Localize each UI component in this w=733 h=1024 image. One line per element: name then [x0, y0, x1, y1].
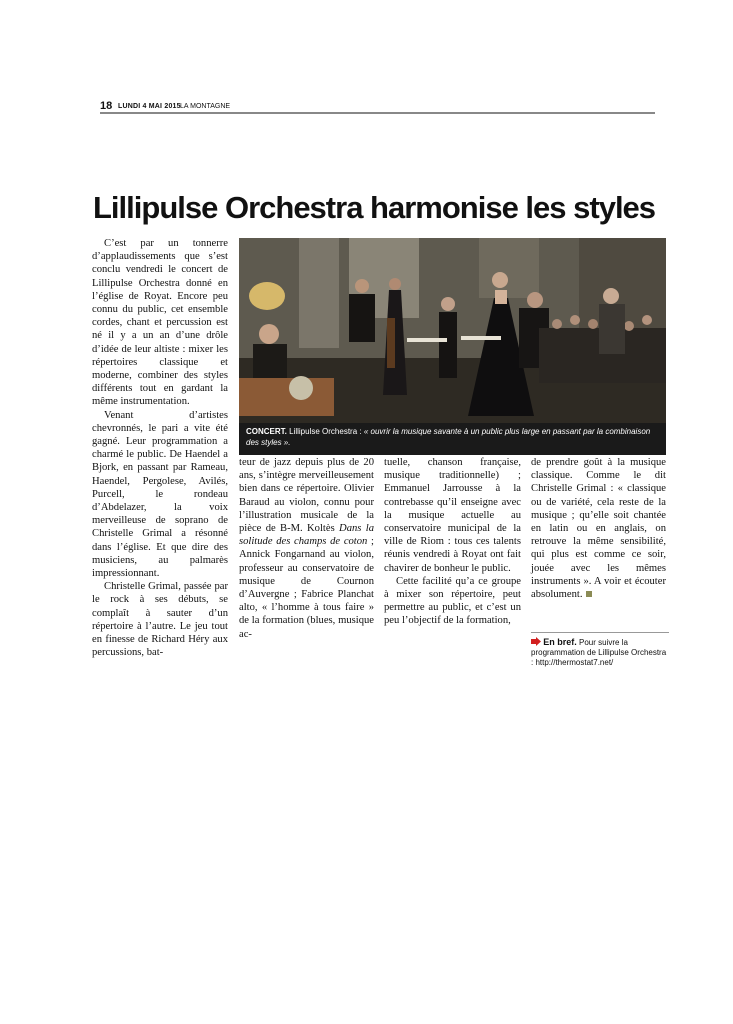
paragraph: tuelle, chanson française, musique traditionnelle) ; Emmanuel Jarrousse à la contrebasse qu’il enseigne avec la musique actuelle au conservatoire municipal de la ville de Riom : tous ces talents réunis vendredi à Royat ont fait chavirer de bonheur le public. — [384, 457, 521, 574]
page-header — [100, 100, 655, 114]
paragraph: C’est par un tonnerre d’applaudissements que s’est conclu vendredi le concert de Lillipulse Orchestra donné en l’église de Royat. Encore peu connu du public, cet ensemble cordes, chant et percussion est né il y a un an d’une drôle d’idée de leur altiste : mixer les répertoires classique et moderne, combiner des styles différents tout en gardant la même instrumentation. — [92, 238, 228, 408]
issue-date: LUNDI 4 MAI 2015 — [118, 103, 181, 110]
concert-photo — [239, 238, 666, 423]
photo-caption — [239, 423, 666, 455]
paragraph — [531, 456, 666, 601]
paragraph — [239, 456, 374, 641]
brief-text: Pour suivre la programmation de Lillipulse Orchestra : http://thermostat7.net/ — [531, 638, 667, 667]
header-rule — [100, 112, 655, 114]
brief-box — [531, 632, 669, 668]
end-mark-icon — [586, 591, 592, 597]
brief-title: En bref. — [543, 637, 577, 647]
column-3 — [384, 456, 521, 628]
paragraph: Christelle Grimal, passée par le rock à ses débuts, se complaît à sauter d’un répertoire à l’autre. Le jeu tout en finesse de Richard Héry aux percussions, bat- — [92, 581, 228, 659]
column-4 — [531, 456, 666, 601]
work-title: Dans la solitude des champs de coton — [239, 523, 374, 548]
text-run: teur de jazz depuis plus de 20 ans, s’intègre merveilleusement bien dans ce répertoire. Olivier Baraud au violon, connu pour l’illustration musicale de la pièce de B-M. Koltès — [239, 457, 374, 535]
arrow-right-icon — [531, 637, 541, 646]
caption-quote: « ouvrir la musique savante à un public plus large en passant par la combinaison des styles ». — [246, 427, 651, 447]
paragraph: Venant d’artistes chevronnés, le pari a vite été gagné. Leur programmation a charmé le public. De Haendel a Bjork, en passant par Rameau, Haendel, Pergolese, Avilés, Purcell, le rondeau d’Abdelazer, la voix merveilleuse de soprano de Christelle Grimal a résonné dans l’église. Et que dire des musiciens, au palmarès impressionnant. — [92, 409, 228, 580]
caption-label: CONCERT. — [246, 427, 287, 436]
page-number: 18 — [100, 100, 113, 112]
column-2 — [239, 456, 374, 641]
paragraph: Cette facilité qu’a ce groupe à mixer son répertoire, peut permettre au public, et c’est un peu l’objectif de la formation, — [384, 575, 521, 627]
newspaper-name: LA MONTAGNE — [180, 103, 231, 110]
column-1 — [92, 237, 228, 660]
article-title: Lillipulse Orchestra harmonise les styles — [93, 190, 656, 225]
caption-group: Lillipulse Orchestra : — [289, 427, 362, 436]
text-run: ; Annick Fongarnand au violon, professeur au conservatoire de musique de Cournon d’Auvergne ; Fabrice Planchat alto, « l’homme à tous faire » de la formation (blues, musique ac- — [239, 536, 374, 640]
text-run: de prendre goût à la musique classique. Comme le dit Christelle Grimal : « classique ou de variété, cela reste de la musique ; qu’elle soit chantée en latin ou en anglais, on retrouve la même sensibilité, qui plus est comme ce soir, jouée avec les mêmes instruments ». A voir et écouter absolument. — [531, 457, 666, 601]
concert-photo-illustration — [239, 238, 666, 423]
